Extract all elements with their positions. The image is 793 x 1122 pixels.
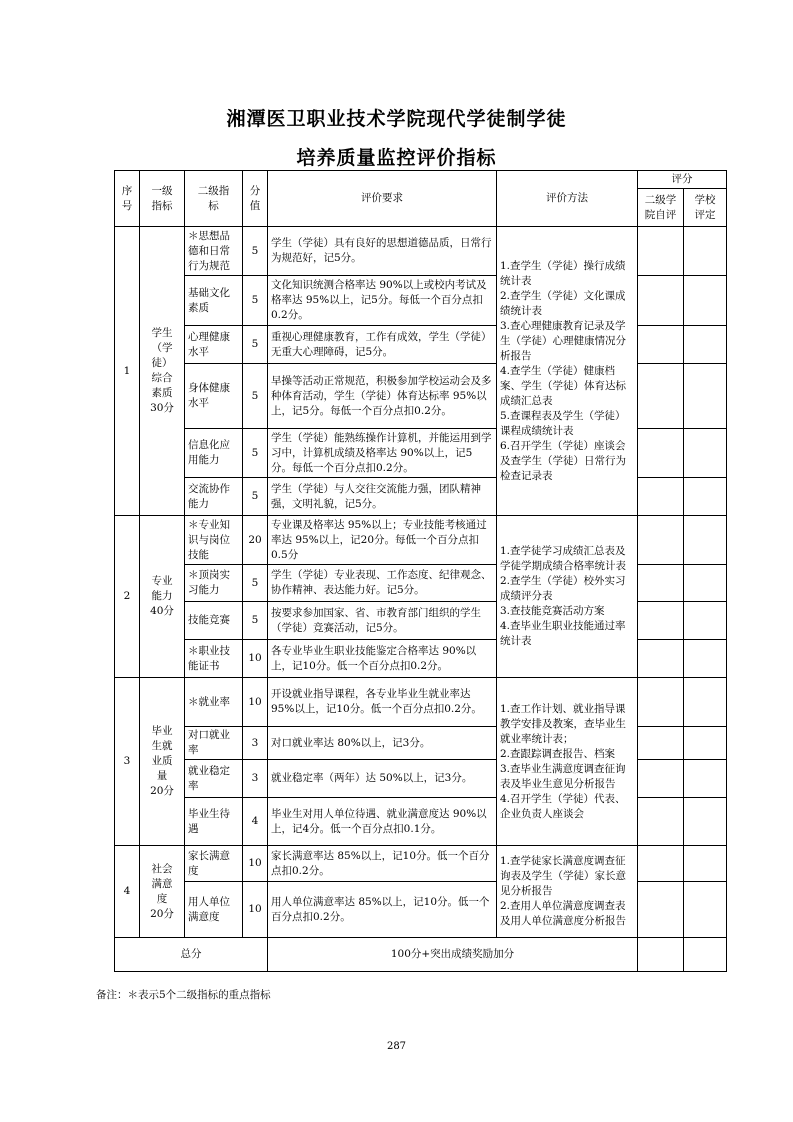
group-seq: 1 [115, 227, 140, 516]
school-eval-cell[interactable] [684, 678, 727, 727]
score-cell: 5 [243, 364, 268, 429]
self-eval-cell[interactable] [638, 478, 684, 516]
self-eval-cell[interactable] [638, 727, 684, 760]
header-method: 评价方法 [497, 171, 638, 227]
method-cell: 1.查学徒家长满意度调查征询表及学生（学徒）家长意见分析报告 2.查用人单位满意度调查表及用人单位满意度分析报告 [497, 846, 638, 938]
self-eval-total-cell[interactable] [638, 938, 684, 972]
table-row [115, 678, 727, 727]
school-eval-cell[interactable] [684, 727, 727, 760]
group-seq: 2 [115, 516, 140, 678]
requirement-cell: 学生（学徒）与人交往交流能力强，团队精神强，文明礼貌，记5分。 [268, 478, 497, 516]
requirement-cell: 各专业毕业生职业技能鉴定合格率达 90%以上，记10分。低一个百分点扣0.2分。 [268, 640, 497, 678]
level2-cell: 对口就业率 [185, 727, 243, 760]
self-eval-cell[interactable] [638, 227, 684, 276]
requirement-cell: 学生（学徒）具有良好的思想道德品质，日常行为规范好，记5分。 [268, 227, 497, 276]
level2-cell: 心理健康水平 [185, 326, 243, 364]
score-cell: 3 [243, 727, 268, 760]
self-eval-cell[interactable] [638, 364, 684, 429]
score-cell: 10 [243, 640, 268, 678]
self-eval-cell[interactable] [638, 760, 684, 798]
self-eval-cell[interactable] [638, 882, 684, 938]
school-eval-cell[interactable] [684, 798, 727, 846]
method-cell: 1.查工作计划、就业指导课教学安排及教案，查毕业生就业率统计表； 2.查跟踪调查报告、档案 3.查毕业生满意度调查征询表及毕业生意见分析报告 4.召开学生（学徒）代表、企业负责人座谈会 [497, 678, 638, 846]
school-eval-cell[interactable] [684, 846, 727, 882]
table-row [115, 846, 727, 882]
self-eval-cell[interactable] [638, 602, 684, 640]
requirement-cell: 开设就业指导课程，各专业毕业生就业率达 95%以上，记10分。低一个百分点扣0.2分。 [268, 678, 497, 727]
self-eval-cell[interactable] [638, 640, 684, 678]
level2-cell: 用人单位满意度 [185, 882, 243, 938]
score-cell: 4 [243, 798, 268, 846]
requirement-cell: 家长满意率达 85%以上，记10分。低一个百分点扣0.2分。 [268, 846, 497, 882]
level2-cell: 毕业生待遇 [185, 798, 243, 846]
level2-cell: 家长满意度 [185, 846, 243, 882]
score-cell: 5 [243, 326, 268, 364]
school-eval-cell[interactable] [684, 760, 727, 798]
score-cell: 5 [243, 565, 268, 602]
level2-cell: 信息化应用能力 [185, 429, 243, 478]
self-eval-cell[interactable] [638, 276, 684, 326]
requirement-cell: 用人单位满意率达 85%以上，记10分。低一个百分点扣0.2分。 [268, 882, 497, 938]
footnote: 备注：＊表示5个二级指标的重点指标 [96, 989, 271, 1001]
group-seq: 4 [115, 846, 140, 938]
score-cell: 10 [243, 882, 268, 938]
level2-cell: ＊就业率 [185, 678, 243, 727]
level2-cell: ＊职业技能证书 [185, 640, 243, 678]
school-eval-cell[interactable] [684, 276, 727, 326]
total-label: 总分 [115, 938, 268, 972]
school-eval-cell[interactable] [684, 602, 727, 640]
level2-cell: ＊专业知识与岗位技能 [185, 516, 243, 565]
method-cell: 1.查学生（学徒）操行成绩统计表 2.查学生（学徒）文化课成绩统计表 3.查心理健康教育记录及学生（学徒）心理健康情况分析报告 4.查学生（学徒）健康档案、学生（学徒）体育达标成绩汇总表 5.查课程表及学生（学徒）课程成绩统计表 6.召开学生（学徒）座谈会及查学生（学徒）日常行为检查记录表 [497, 227, 638, 516]
header-seq: 序 号 [115, 171, 140, 227]
evaluation-table [114, 170, 727, 972]
total-row [115, 938, 727, 972]
group-level1: 学生 （学 徒） 综合 素质 30分 [140, 227, 185, 516]
document-title-line1: 湘潭医卫职业技术学院现代学徒制学徒 [226, 108, 567, 130]
school-eval-cell[interactable] [684, 326, 727, 364]
school-eval-cell[interactable] [684, 429, 727, 478]
school-eval-cell[interactable] [684, 516, 727, 565]
school-eval-cell[interactable] [684, 640, 727, 678]
requirement-cell: 就业稳定率（两年）达 50%以上，记3分。 [268, 760, 497, 798]
self-eval-cell[interactable] [638, 326, 684, 364]
score-cell: 20 [243, 516, 268, 565]
header-level2: 二级指 标 [185, 171, 243, 227]
level2-cell: ＊顶岗实习能力 [185, 565, 243, 602]
document-title-line2: 培养质量监控评价指标 [296, 147, 497, 169]
group-seq: 3 [115, 678, 140, 846]
school-eval-cell[interactable] [684, 478, 727, 516]
header-self-eval: 二级学 院自评 [638, 189, 684, 227]
score-cell: 5 [243, 478, 268, 516]
level2-cell: ＊思想品德和日常行为规范 [185, 227, 243, 276]
score-cell: 10 [243, 846, 268, 882]
header-school-eval: 学校 评定 [684, 189, 727, 227]
level2-cell: 技能竞赛 [185, 602, 243, 640]
self-eval-cell[interactable] [638, 678, 684, 727]
table-row [115, 516, 727, 565]
requirement-cell: 对口就业率达 80%以上，记3分。 [268, 727, 497, 760]
score-cell: 3 [243, 760, 268, 798]
page-number: 287 [386, 1041, 407, 1052]
requirement-cell: 学生（学徒）专业表现、工作态度、纪律观念、协作精神、表达能力好。记5分。 [268, 565, 497, 602]
total-value: 100分+突出成绩奖励加分 [268, 938, 638, 972]
score-cell: 5 [243, 429, 268, 478]
requirement-cell: 专业课及格率达 95%以上；专业技能考核通过率达 95%以上，记20分。每低一个百分点扣0.5分 [268, 516, 497, 565]
level2-cell: 身体健康水平 [185, 364, 243, 429]
self-eval-cell[interactable] [638, 516, 684, 565]
level2-cell: 交流协作能力 [185, 478, 243, 516]
score-cell: 5 [243, 602, 268, 640]
group-level1: 毕业 生就 业质 量 20分 [140, 678, 185, 846]
level2-cell: 就业稳定率 [185, 760, 243, 798]
score-cell: 5 [243, 227, 268, 276]
requirement-cell: 按要求参加国家、省、市教育部门组织的学生（学徒）竞赛活动，记5分。 [268, 602, 497, 640]
score-cell: 5 [243, 276, 268, 326]
score-cell: 10 [243, 678, 268, 727]
header-score: 分 值 [243, 171, 268, 227]
requirement-cell: 学生（学徒）能熟练操作计算机，并能运用到学习中，计算机成绩及格率达 90%以上，记5分。每低一个百分点扣0.2分。 [268, 429, 497, 478]
level2-cell: 基础文化素质 [185, 276, 243, 326]
school-eval-total-cell[interactable] [684, 938, 727, 972]
requirement-cell: 文化知识统测合格率达 90%以上或校内考试及格率达 95%以上，记5分。每低一个百分点扣0.2分。 [268, 276, 497, 326]
self-eval-cell[interactable] [638, 846, 684, 882]
requirement-cell: 重视心理健康教育，工作有成效，学生（学徒）无重大心理障碍，记5分。 [268, 326, 497, 364]
requirement-cell: 毕业生对用人单位待遇、就业满意度达 90%以上，记4分。低一个百分点扣0.1分。 [268, 798, 497, 846]
school-eval-cell[interactable] [684, 565, 727, 602]
header-rating: 评分 [638, 171, 727, 189]
self-eval-cell[interactable] [638, 429, 684, 478]
group-level1: 专业 能力 40分 [140, 516, 185, 678]
self-eval-cell[interactable] [638, 565, 684, 602]
self-eval-cell[interactable] [638, 798, 684, 846]
table-row [115, 227, 727, 276]
requirement-cell: 早操等活动正常规范，积极参加学校运动会及多种体育活动，学生（学徒）体育达标率 95%以上，记5分。每低一个百分点扣0.2分。 [268, 364, 497, 429]
header-requirement: 评价要求 [268, 171, 497, 227]
header-level1: 一级 指标 [140, 171, 185, 227]
group-level1: 社会 满意 度 20分 [140, 846, 185, 938]
school-eval-cell[interactable] [684, 227, 727, 276]
school-eval-cell[interactable] [684, 364, 727, 429]
school-eval-cell[interactable] [684, 882, 727, 938]
method-cell: 1.查学徒学习成绩汇总表及学徒学期成绩合格率统计表 2.查学生（学徒）校外实习成绩评分表 3.查技能竞赛活动方案 4.查毕业生职业技能通过率统计表 [497, 516, 638, 678]
